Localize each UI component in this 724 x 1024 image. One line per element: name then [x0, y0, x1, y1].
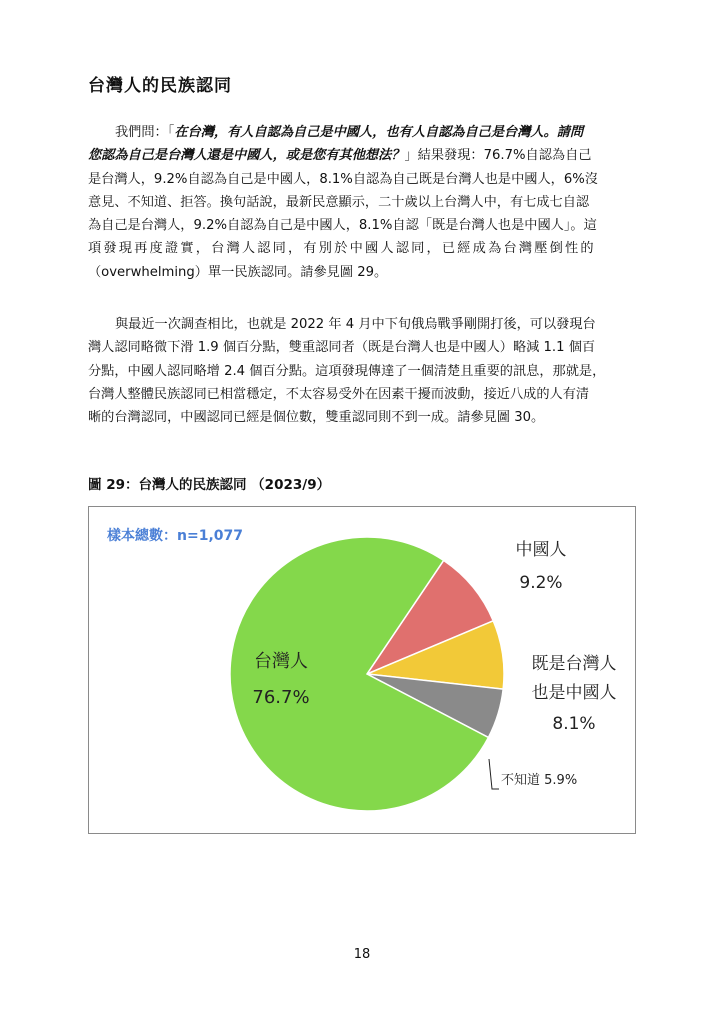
- paragraph-1-line-5: 為自己是台灣人，9.2%自認為自己是中國人，8.1%自認「既是台灣人也是中國人」。這: [88, 218, 597, 234]
- sample-size-label: 樣本總數：n=1,077: [107, 528, 243, 544]
- figure-caption: 圖 29：台灣人的民族認同 （2023/9）: [88, 477, 331, 493]
- page-number: 18: [353, 947, 371, 962]
- paragraph-1-line-7: （overwhelming）單一民族認同。請參見圖 29。: [88, 264, 388, 280]
- section-heading: 台灣人的民族認同: [88, 76, 232, 96]
- paragraph-1-line-6: 項發現再度證實，台灣人認同，有別於中國人認同，已經成為台灣壓倒性的: [88, 241, 596, 257]
- paragraph-2: [88, 313, 640, 429]
- paragraph-1: [88, 121, 640, 284]
- paragraph-2-line-4: 台灣人整體民族認同已相當穩定，不太容易受外在因素干擾而波動，接近八成的人有清: [88, 386, 590, 402]
- survey-question-part-1: 在台灣，有人自認為自己是中國人，也有人自認為自己是台灣人。請問: [174, 125, 584, 140]
- paragraph-1-line-2-rest: 」結果發現：76.7%自認為自己: [404, 148, 592, 164]
- slice-label-chinese-name: 中國人: [515, 540, 567, 560]
- paragraph-1-line-4: 意見、不知道、拒答。換句話說，最新民意顯示，二十歲以上台灣人中，有七成七自認: [88, 194, 590, 210]
- pie-slices: [230, 537, 504, 811]
- slice-label-taiwanese-name: 台灣人: [254, 651, 308, 672]
- paragraph-2-line-5: 晰的台灣認同，中國認同已經是個位數，雙重認同則不到一成。請參見圖 30。: [88, 410, 545, 426]
- slice-label-dont-know: [501, 773, 577, 788]
- paragraph-2-line-1: 與最近一次調查相比，也就是 2022 年 4 月中下旬俄烏戰爭剛開打後，可以發現台: [115, 317, 596, 332]
- slice-label-both-name-line1: 既是台灣人: [531, 654, 617, 674]
- pie-chart-box: [88, 506, 636, 834]
- slice-label-chinese-value: 9.2%: [519, 573, 563, 593]
- pie-chart: [89, 507, 637, 835]
- paragraph-1-line-2: [88, 144, 640, 167]
- paragraph-1-line-1: [88, 121, 640, 144]
- paragraph-2-line-2: 灣人認同略微下滑 1.9 個百分點，雙重認同者（既是台灣人也是中國人）略減 1.1 個百: [88, 340, 596, 356]
- slice-label-dont-know-name: 不知道: [501, 773, 541, 788]
- paragraph-1-line-3: 是台灣人，9.2%自認為自己是中國人，8.1%自認為自己既是台灣人也是中國人，6%沒: [88, 171, 598, 187]
- leader-line-dont-know: [489, 759, 499, 789]
- paragraph-2-line-3: 分點，中國人認同略增 2.4 個百分點。這項發現傳達了一個清楚且重要的訊息，那就是，: [88, 363, 606, 379]
- survey-question-part-2: 您認為自己是台灣人還是中國人，或是您有其他想法？: [88, 148, 405, 164]
- slice-label-dont-know-value: 5.9%: [544, 773, 578, 788]
- paragraph-1-intro: 我們問：「: [115, 125, 175, 140]
- slice-label-taiwanese-value: 76.7%: [252, 687, 310, 708]
- slice-label-both-name-line2: 也是中國人: [531, 683, 617, 703]
- slice-label-both-value: 8.1%: [552, 714, 596, 734]
